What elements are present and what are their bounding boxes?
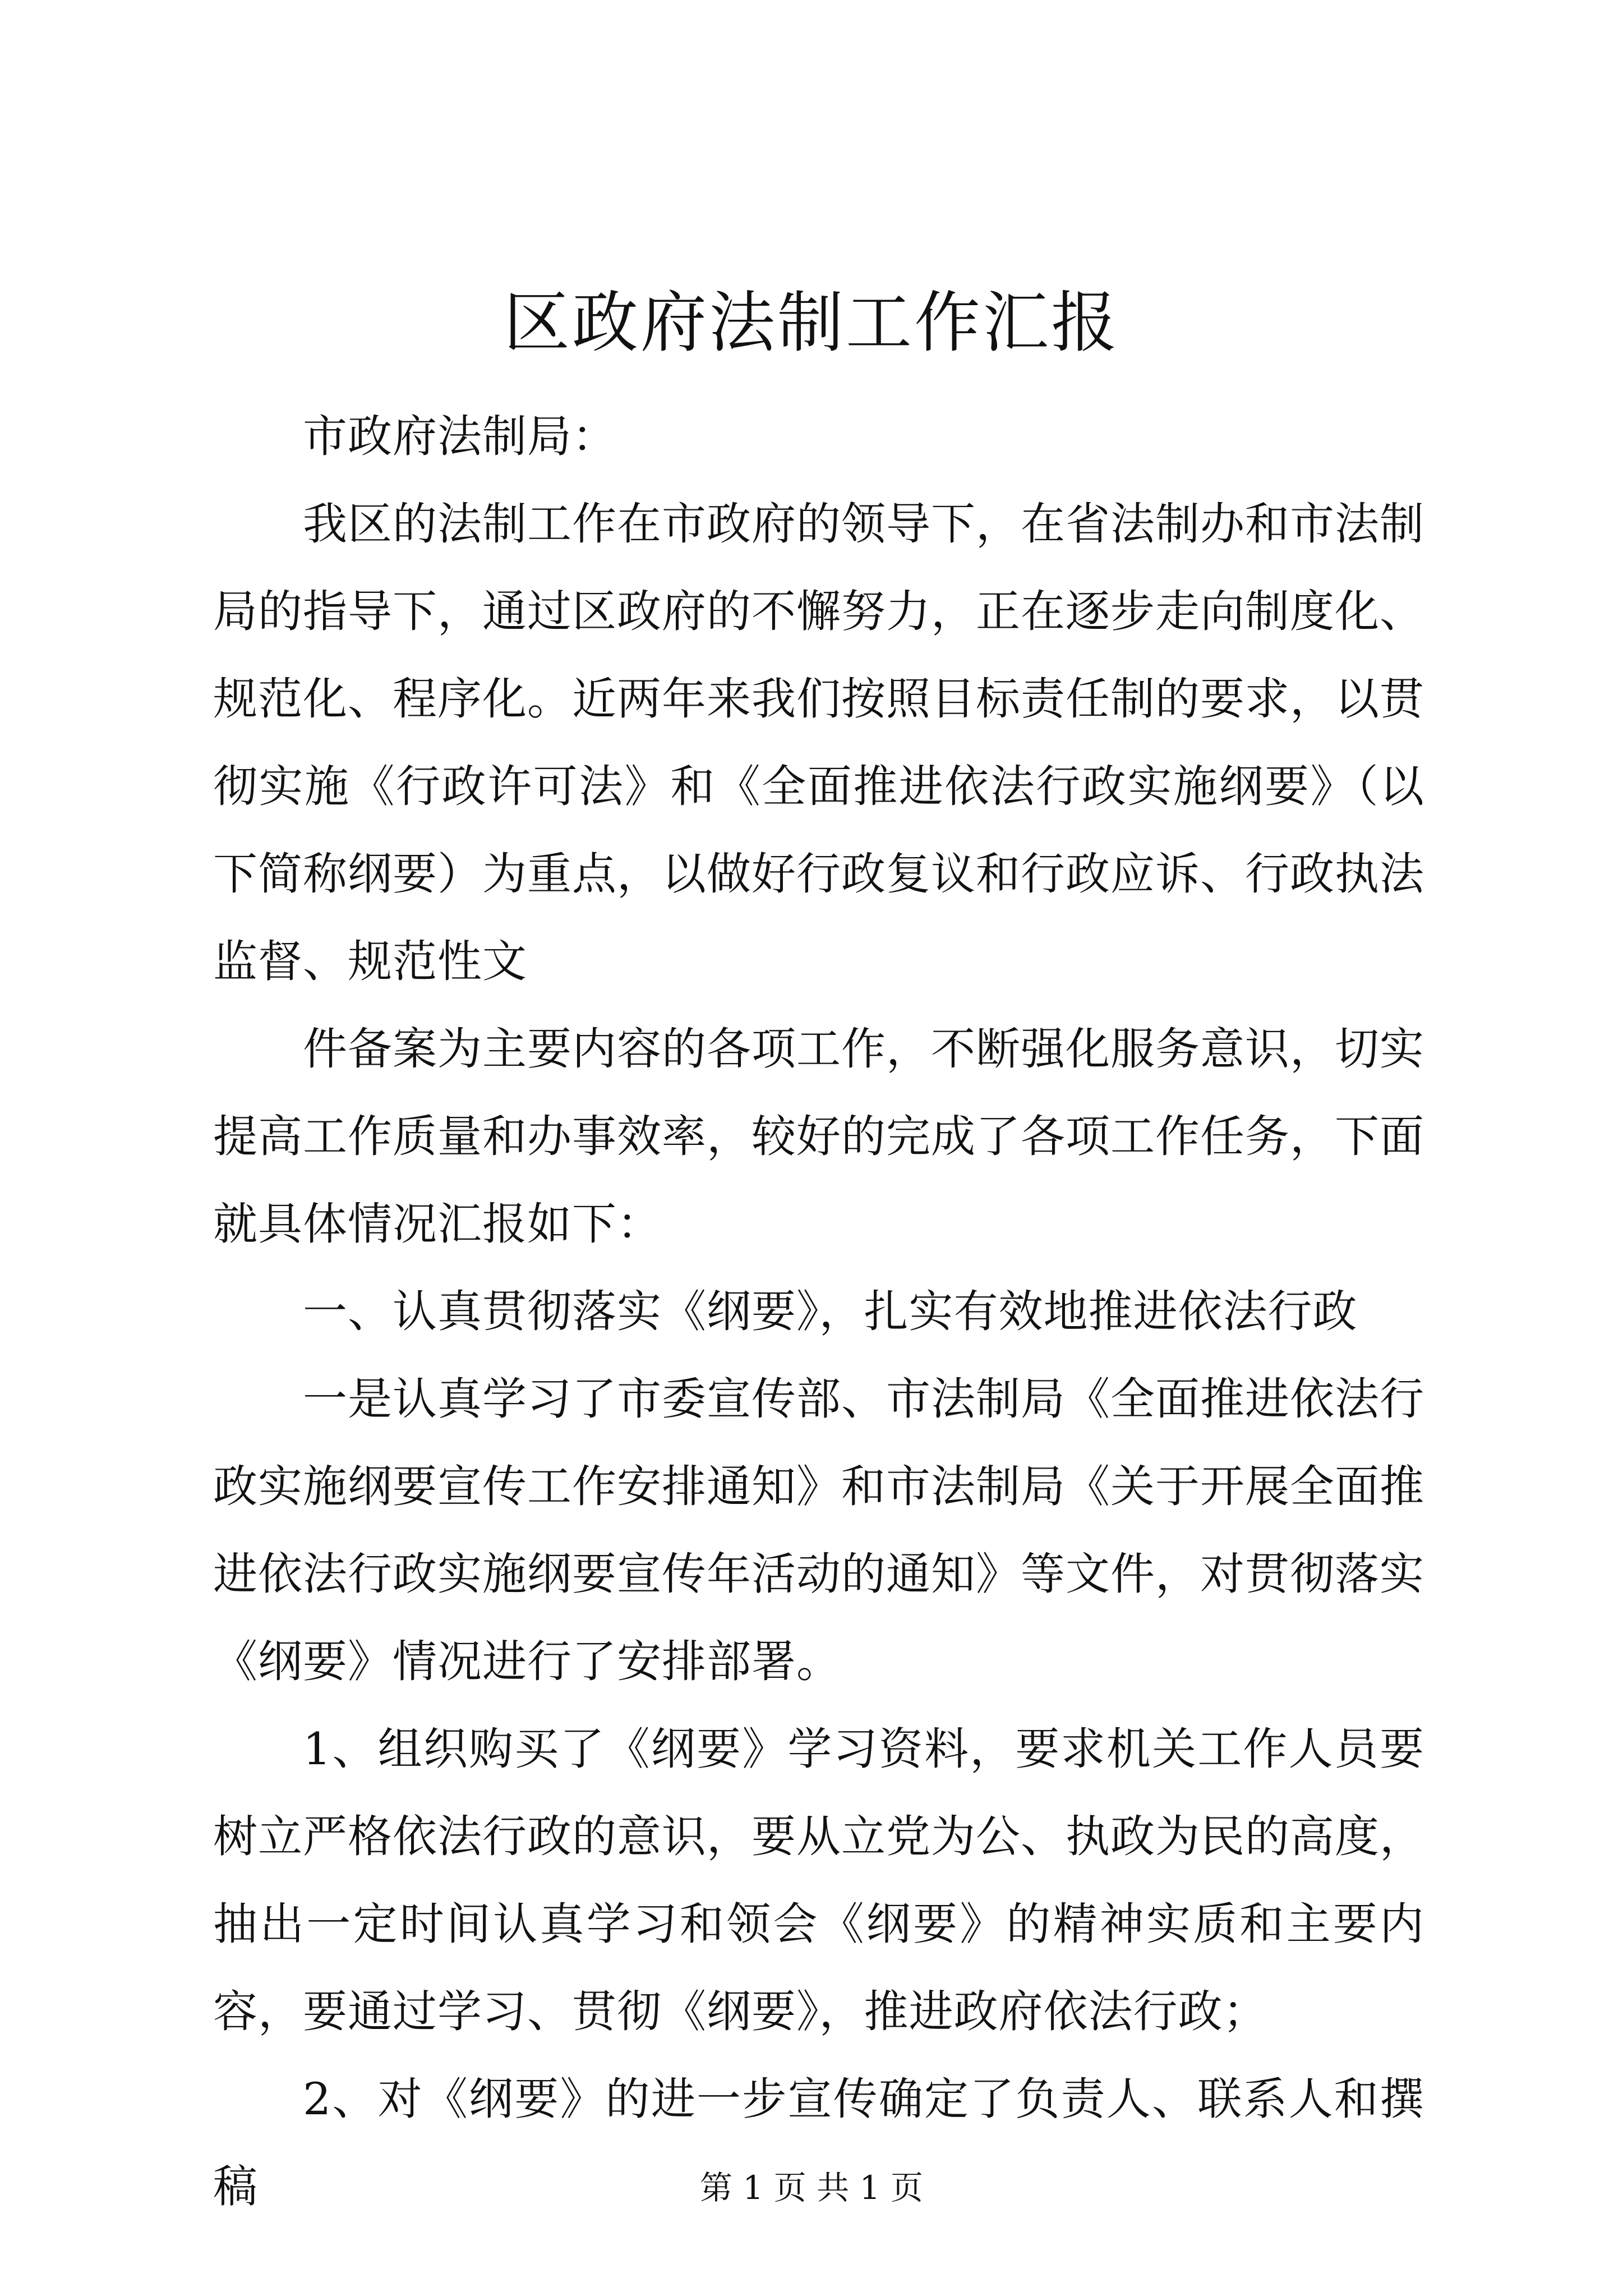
paragraph-item-1: 1、组织购买了《纲要》学习资料，要求机关工作人员要树立严格依法行政的意识，要从立党为公、执政为民的高度，抽出一定时间认真学习和领会《纲要》的精神实质和主要内容，要通过学习、贯彻《纲要》，推进政府依法行政； — [213, 1723, 1424, 2037]
section-heading-1: 一、认真贯彻落实《纲要》，扎实有效地推进依法行政 — [303, 1286, 1358, 1337]
paragraph-study: 一是认真学习了市委宣传部、市法制局《全面推进依法行政实施纲要宣传工作安排通知》和市法制局《关于开展全面推进依法行政实施纲要宣传年活动的通知》等文件，对贯彻落实《纲要》情况进行了安排部署。 — [213, 1373, 1424, 1687]
document-title: 区政府法制工作汇报 — [503, 284, 1119, 361]
paragraph-intro: 我区的法制工作在市政府的领导下，在省法制办和市法制局的指导下，通过区政府的不懈努力，正在逐步走向制度化、规范化、程序化。近两年来我们按照目标责任制的要求，以贯彻实施《行政许可法》和《全面推进依法行政实施纲要》（以下简称纲要）为重点，以做好行政复议和行政应诉、行政执法监督、规范性文 — [213, 498, 1424, 987]
salutation: 市政府法制局： — [303, 411, 617, 462]
paragraph-item-2: 2、对《纲要》的进一步宣传确定了负责人、联系人和撰稿 — [213, 2073, 1424, 2212]
document-body — [213, 393, 1424, 2230]
page-footer: 第 1 页 共 1 页 — [700, 2169, 923, 2207]
paragraph-continuation: 件备案为主要内容的各项工作，不断强化服务意识，切实提高工作质量和办事效率，较好的完成了各项工作任务，下面就具体情况汇报如下： — [213, 1023, 1424, 1250]
